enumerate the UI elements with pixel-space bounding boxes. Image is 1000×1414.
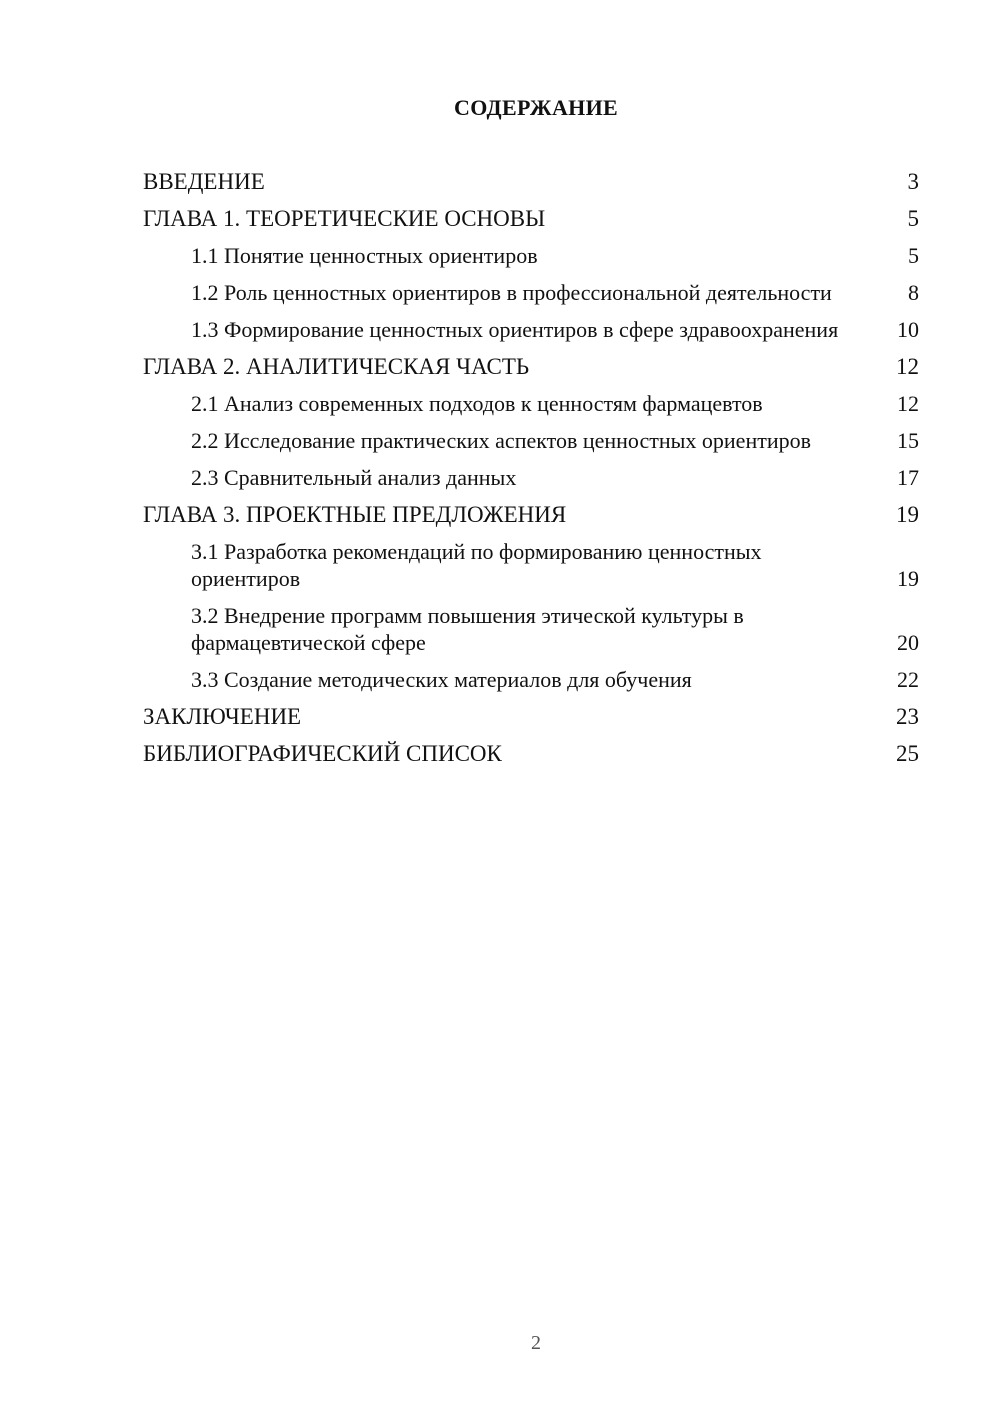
toc-entry-label: 3.1 Разработка рекомендаций по формированию ценностных ориентиров	[191, 539, 762, 591]
toc-entry-label: ГЛАВА 2. АНАЛИТИЧЕСКАЯ ЧАСТЬ	[143, 354, 530, 379]
toc-entry-label: ГЛАВА 1. ТЕОРЕТИЧЕСКИЕ ОСНОВЫ	[143, 206, 546, 231]
toc-entry-page: 5	[908, 243, 919, 268]
toc-entry-page: 17	[897, 465, 919, 490]
toc-entry-2-2[interactable]	[143, 427, 919, 454]
toc-entry-label: БИБЛИОГРАФИЧЕСКИЙ СПИСОК	[143, 741, 502, 766]
toc-entry-label: 1.3 Формирование ценностных ориентиров в сфере здравоохранения	[191, 317, 839, 342]
toc-entry-label: 1.2 Роль ценностных ориентиров в профессиональной деятельности	[191, 280, 832, 305]
toc-entry-label: 2.2 Исследование практических аспектов ценностных ориентиров	[191, 428, 811, 453]
toc-entry-label: 1.1 Понятие ценностных ориентиров	[191, 243, 538, 268]
toc-entry-chapter-2[interactable]	[143, 353, 919, 380]
toc-entry-2-1[interactable]	[143, 390, 919, 417]
toc-entry-page: 20	[897, 630, 919, 655]
toc-entry-page: 10	[897, 317, 919, 342]
toc-entry-3-2[interactable]	[143, 602, 919, 656]
toc-entry-1-1[interactable]	[143, 242, 919, 269]
toc-entry-label: 3.3 Создание методических материалов для обучения	[191, 667, 692, 692]
toc-entry-page: 22	[897, 667, 919, 692]
toc-entry-label: ВВЕДЕНИЕ	[143, 169, 265, 194]
page-title: СОДЕРЖАНИЕ	[454, 95, 618, 120]
toc-entry-label: ГЛАВА 3. ПРОЕКТНЫЕ ПРЕДЛОЖЕНИЯ	[143, 502, 567, 527]
toc-entry-label: 2.1 Анализ современных подходов к ценностям фармацевтов	[191, 391, 763, 416]
toc-entry-bibliography[interactable]	[143, 740, 919, 767]
toc-entry-1-2[interactable]	[143, 279, 919, 306]
toc-entry-page: 25	[896, 741, 919, 766]
toc-entry-chapter-1[interactable]	[143, 205, 919, 232]
toc-entry-3-3[interactable]	[143, 666, 919, 693]
toc-entry-1-3[interactable]	[143, 316, 919, 343]
toc-entry-conclusion[interactable]	[143, 703, 919, 730]
toc-entry-page: 8	[908, 280, 919, 305]
toc-entry-introduction[interactable]	[143, 168, 919, 195]
toc-entry-chapter-3[interactable]	[143, 501, 919, 528]
toc-entry-2-3[interactable]	[143, 464, 919, 491]
toc-entry-page: 15	[897, 428, 919, 453]
toc-entry-page: 3	[907, 169, 919, 194]
toc-entry-3-1[interactable]	[143, 538, 919, 592]
table-of-contents	[143, 168, 919, 777]
toc-entry-label: 2.3 Сравнительный анализ данных	[191, 465, 517, 490]
toc-entry-label: 3.2 Внедрение программ повышения этической культуры в фармацевтической сфере	[191, 603, 744, 655]
toc-entry-page: 5	[907, 206, 919, 231]
toc-entry-page: 12	[896, 354, 919, 379]
toc-entry-page: 23	[896, 704, 919, 729]
toc-entry-page: 19	[896, 502, 919, 527]
toc-entry-page: 19	[897, 566, 919, 591]
page-number: 2	[531, 1332, 541, 1354]
toc-entry-label: ЗАКЛЮЧЕНИЕ	[143, 704, 302, 729]
toc-entry-page: 12	[897, 391, 919, 416]
